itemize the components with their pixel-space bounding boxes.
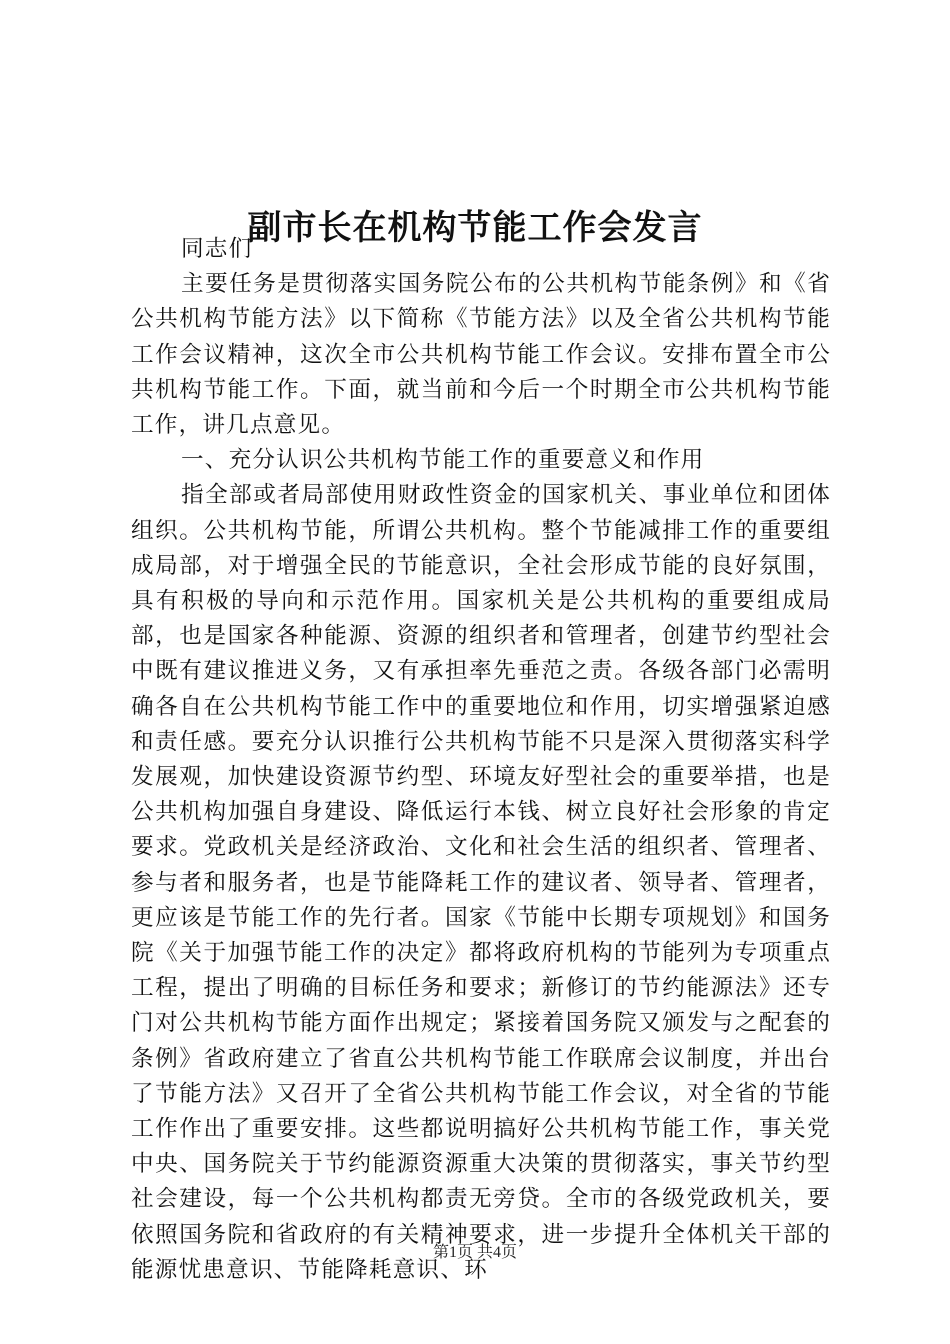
section-body-paragraph: 指全部或者局部使用财政性资金的国家机关、事业单位和团体组织。公共机构节能，所谓公共机构。整个节能减排工作的重要组成局部，对于增强全民的节能意识，全社会形成节能的良好氛围，具有积极的导向和示范作用。国家机关是公共机构的重要组成局部，也是国家各种能源、资源的组织者和管理者，创建节约型社会中既有建议推进义务，又有承担率先垂范之责。各级各部门必需明确各自在公共机构节能工作中的重要地位和作用，切实增强紧迫感和责任感。要充分认识推行公共机构节能不只是深入贯彻落实科学发展观，加快建设资源节约型、环境友好型社会的重要举措，也是公共机构加强自身建设、降低运行本钱、树立良好社会形象的肯定要求。党政机关是经济政治、文化和社会生活的组织者、管理者、参与者和服务者，也是节能降耗工作的建议者、领导者、管理者，更应该是节能工作的先行者。国家《节能中长期专项规划》和国务院《关于加强节能工作的决定》都将政府机构的节能列为专项重点工程，提出了明确的目标任务和要求；新修订的节约能源法》还专门对公共机构节能方面作出规定；紧接着国务院又颁发与之配套的条例》省政府建立了省直公共机构节能工作联席会议制度，并出台了节能方法》又召开了全省公共机构节能工作会议，对全省的节能工作作出了重要安排。这些都说明搞好公共机构节能工作，事关党中央、国务院关于节约能源资源重大决策的贯彻落实，事关节约型社会建设，每一个公共机构都责无旁贷。全市的各级党政机关，要依照国务院和省政府的有关精神要求，进一步提升全体机关干部的能源忧患意识、节能降耗意识、环 [131, 482, 831, 1283]
page-footer: 第1页 共4页 [432, 1244, 517, 1261]
document-title: 副市长在机构节能工作会发言 [247, 207, 703, 248]
intro-paragraph: 主要任务是贯彻落实国务院公布的公共机构节能条例》和《省公共机构节能方法》以下简称《节能方法》以及全省公共机构节能工作会议精神，这次全市公共机构节能工作会议。安排布置全市公共机构节能工作。下面，就当前和今后一个时期全市公共机构节能工作，讲几点意见。 [131, 271, 831, 439]
salutation-paragraph: 同志们 [181, 236, 253, 262]
section-heading: 一、充分认识公共机构节能工作的重要意义和作用 [181, 447, 705, 474]
document-body [131, 232, 831, 1288]
